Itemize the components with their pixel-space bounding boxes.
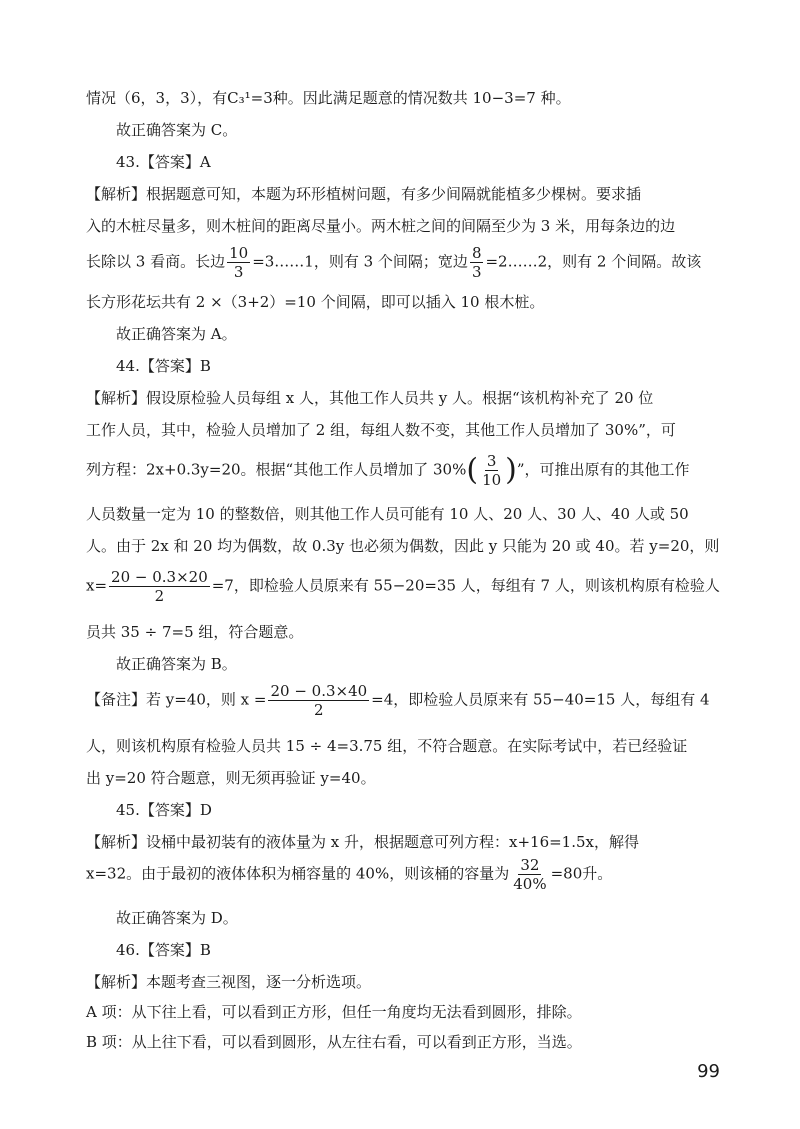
text-line: 情况（6，3，3），有C₃¹=3种。因此满足题意的情况数共 10−3=7 种。 bbox=[86, 89, 571, 107]
text-span: ”，可推出原有的其他工作 bbox=[516, 460, 690, 479]
answer-heading: 44.【答案】B bbox=[116, 357, 211, 375]
text-span: =80升。 bbox=[550, 864, 613, 883]
fraction-numerator: 32 bbox=[520, 856, 540, 874]
text-line-with-fractions bbox=[86, 568, 720, 605]
text-line: 人。由于 2x 和 20 均为偶数，故 0.3y 也必须为偶数，因此 y 只能为 20 或 40。若 y=20，则 bbox=[86, 537, 720, 555]
text-line: 故正确答案为 C。 bbox=[116, 121, 238, 139]
text-span: 【备注】若 y=40，则 x = bbox=[86, 690, 267, 709]
text-line: B 项：从上往下看，可以看到圆形，从左往右看，可以看到正方形，当选。 bbox=[86, 1033, 582, 1051]
fraction-denominator: 40% bbox=[513, 875, 547, 893]
fraction bbox=[227, 244, 250, 281]
fraction bbox=[109, 568, 210, 605]
fraction-numerator: 10 bbox=[229, 244, 249, 262]
fraction bbox=[470, 244, 484, 281]
fraction bbox=[511, 856, 548, 893]
text-line: 【解析】设桶中最初装有的液体量为 x 升，根据题意可列方程：x+16=1.5x，解得 bbox=[86, 833, 639, 851]
fraction bbox=[480, 452, 503, 489]
fraction-numerator: 8 bbox=[471, 244, 482, 262]
fraction-denominator: 10 bbox=[482, 471, 502, 489]
text-line: 长方形花坛共有 2 ×（3+2）=10 个间隔，即可以插入 10 根木桩。 bbox=[86, 293, 545, 311]
text-line: 【解析】本题考查三视图，逐一分析选项。 bbox=[86, 973, 372, 991]
text-span: =7，即检验人员原来有 55−20=35 人，每组有 7 人，则该机构原有检验人 bbox=[211, 576, 720, 595]
text-span: x=32。由于最初的液体体积为桶容量的 40%，则该桶的容量为 bbox=[86, 864, 510, 883]
text-line-with-fractions bbox=[86, 856, 716, 893]
fraction bbox=[268, 682, 369, 719]
page-number: 99 bbox=[697, 1061, 720, 1082]
text-line: A 项：从下往上看，可以看到正方形，但任一角度均无法看到圆形，排除。 bbox=[86, 1003, 582, 1021]
right-paren: ) bbox=[505, 452, 517, 488]
text-line: 出 y=20 符合题意，则无须再验证 y=40。 bbox=[86, 769, 376, 787]
fraction-numerator: 20 − 0.3×20 bbox=[111, 568, 208, 586]
text-line: 人，则该机构原有检验人员共 15 ÷ 4=3.75 组，不符合题意。在实际考试中，若已经验证 bbox=[86, 737, 688, 755]
text-span: =2……2，则有 2 个间隔。故该 bbox=[485, 252, 702, 271]
text-line: 入的木桩尽量多，则木桩间的距离尽量小。两木桩之间的间隔至少为 3 米，用每条边的边 bbox=[86, 217, 676, 235]
answer-heading: 46.【答案】B bbox=[116, 941, 211, 959]
text-line-with-fractions bbox=[86, 244, 716, 281]
text-line: 员共 35 ÷ 7=5 组，符合题意。 bbox=[86, 623, 304, 641]
text-span: 列方程：2x+0.3y=20。根据“其他工作人员增加了 30% bbox=[86, 460, 467, 479]
text-span: =3……1，则有 3 个间隔；宽边 bbox=[252, 252, 468, 271]
text-line: 故正确答案为 D。 bbox=[116, 909, 238, 927]
text-line: 工作人员，其中，检验人员增加了 2 组，每组人数不变，其他工作人员增加了 30%”，可 bbox=[86, 421, 676, 439]
text-line-with-fractions bbox=[86, 682, 716, 719]
text-span: =4，即检验人员原来有 55−40=15 人，每组有 4 bbox=[371, 690, 710, 709]
left-paren: ( bbox=[466, 452, 479, 488]
text-line: 【解析】假设原检验人员每组 x 人，其他工作人员共 y 人。根据“该机构补充了 20 位 bbox=[86, 389, 654, 407]
text-line: 故正确答案为 A。 bbox=[116, 325, 237, 343]
fraction-numerator: 3 bbox=[486, 452, 497, 470]
fraction-denominator: 2 bbox=[154, 587, 165, 605]
answer-heading: 43.【答案】A bbox=[116, 153, 211, 171]
text-line: 故正确答案为 B。 bbox=[116, 655, 237, 673]
text-span: 长除以 3 看商。长边 bbox=[86, 252, 226, 271]
fraction-denominator: 3 bbox=[471, 263, 482, 281]
fraction-denominator: 2 bbox=[314, 701, 324, 719]
text-line: 【解析】根据题意可知，本题为环形植树问题，有多少间隔就能植多少棵树。要求插 bbox=[86, 185, 642, 203]
text-span: x= bbox=[86, 576, 108, 595]
fraction-numerator: 20 − 0.3×40 bbox=[270, 682, 368, 700]
fraction-denominator: 3 bbox=[233, 263, 244, 281]
answer-heading: 45.【答案】D bbox=[116, 801, 212, 819]
text-line: 人员数量一定为 10 的整数倍，则其他工作人员可能有 10 人、20 人、30 人、40 人或 50 bbox=[86, 505, 689, 523]
text-line-with-fractions bbox=[86, 452, 716, 489]
